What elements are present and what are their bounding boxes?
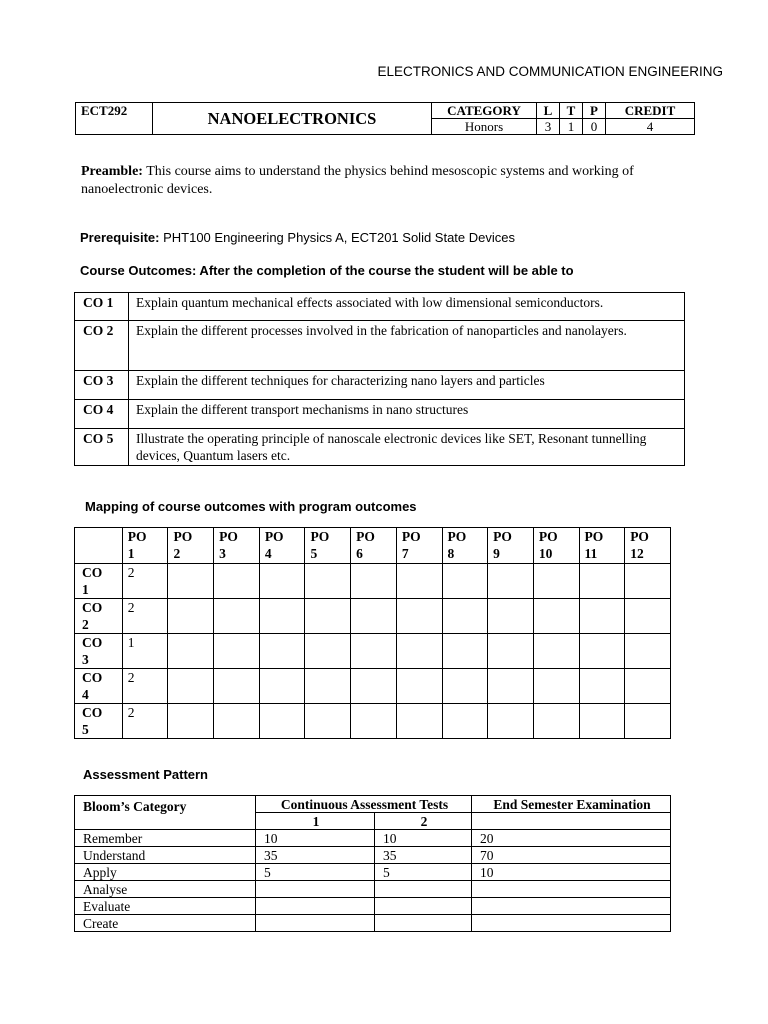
co-label-prefix: CO [82,635,103,650]
mapping-co-label [75,634,123,669]
mapping-cell [259,704,305,739]
mapping-cell [533,669,579,704]
co-label-number: 1 [82,582,89,597]
end-semester-value [472,898,671,915]
mapping-cell [351,704,397,739]
po-header-number: 10 [538,546,553,561]
co-row [75,293,685,321]
po-header-prefix: PO [356,529,375,544]
course-outcomes-table [74,292,685,466]
mapping-cell [168,564,214,599]
po-header [396,528,442,564]
co-label-prefix: CO [82,670,103,685]
co-label-number: 5 [82,722,89,737]
prerequisite-text: PHT100 Engineering Physics A, ECT201 Solid State Devices [159,230,515,245]
po-header-number: 2 [173,546,181,561]
mapping-row [75,704,671,739]
mapping-cell [259,634,305,669]
mapping-cell [168,599,214,634]
co-id: CO 2 [75,321,129,371]
mapping-cell [214,669,260,704]
mapping-cell [442,704,488,739]
po-header-prefix: PO [401,529,421,544]
mapping-cell [488,634,534,669]
mapping-cell [625,634,671,669]
mapping-cell: 2 [122,599,168,634]
po-header-number: 6 [356,546,363,561]
mapping-cell [625,564,671,599]
test-2-value: 5 [375,864,472,881]
mapping-cell [259,669,305,704]
po-header-prefix: PO [584,529,604,544]
mapping-cell [351,669,397,704]
co-row [75,429,685,466]
assessment-row [75,915,671,932]
co-row [75,371,685,400]
po-header-number: 11 [584,546,598,561]
test-1-value: 10 [256,830,375,847]
corner-cell [75,528,123,564]
bloom-level: Analyse [75,881,256,898]
mapping-cell [305,564,351,599]
po-header-prefix: PO [219,529,238,544]
course-code: ECT292 [76,103,153,135]
mapping-cell [305,704,351,739]
po-header-prefix: PO [447,529,467,544]
mapping-cell [533,704,579,739]
assessment-title: Assessment Pattern [83,767,208,782]
po-header [625,528,671,564]
end-semester-value: 10 [472,864,671,881]
mapping-cell [533,564,579,599]
mapping-cell: 2 [122,669,168,704]
mapping-cell [168,634,214,669]
co-id: CO 3 [75,371,129,400]
assessment-row [75,881,671,898]
test-2-value [375,898,472,915]
mapping-cell: 2 [122,564,168,599]
mapping-title: Mapping of course outcomes with program outcomes [85,499,417,514]
prerequisite [80,230,515,245]
mapping-cell [625,704,671,739]
po-header [214,528,260,564]
mapping-cell [579,599,625,634]
mapping-cell [351,564,397,599]
l-value: 3 [537,119,560,135]
co-label-prefix: CO [82,705,103,720]
po-header-number: 3 [219,546,226,561]
assessment-row [75,830,671,847]
mapping-cell [214,564,260,599]
credit-value: 4 [606,119,695,135]
mapping-cell [214,599,260,634]
co-text: Explain the different processes involved in the fabrication of nanoparticles and nanolayers. [129,321,685,371]
mapping-cell [488,669,534,704]
mapping-cell [579,704,625,739]
co-text: Explain the different transport mechanisms in nano structures [129,400,685,429]
co-label-prefix: CO [82,600,103,615]
po-header-prefix: PO [127,529,147,544]
po-header-prefix: PO [493,529,512,544]
prerequisite-label: Prerequisite: [80,230,160,245]
end-semester-value [472,881,671,898]
bloom-level: Remember [75,830,256,847]
po-header [579,528,625,564]
t-value: 1 [560,119,583,135]
mapping-cell: 1 [122,634,168,669]
bloom-level: Understand [75,847,256,864]
mapping-co-label [75,704,123,739]
mapping-cell [305,669,351,704]
mapping-row [75,564,671,599]
mapping-cell [214,634,260,669]
course-header-table [75,102,695,135]
co-text: Explain the different techniques for characterizing nano layers and particles [129,371,685,400]
t-label: T [560,103,583,119]
mapping-cell [579,564,625,599]
po-header-number: 1 [127,546,135,561]
mapping-cell [533,634,579,669]
po-header [488,528,534,564]
assessment-row [75,864,671,881]
po-header [168,528,214,564]
test-1-value [256,881,375,898]
po-header [122,528,168,564]
mapping-cell [442,634,488,669]
end-semester-value: 20 [472,830,671,847]
test-2-value [375,915,472,932]
test-2-value [375,881,472,898]
po-header-number: 4 [264,546,272,561]
po-header-prefix: PO [630,529,649,544]
p-value: 0 [583,119,606,135]
mapping-cell [396,564,442,599]
l-label: L [537,103,560,119]
po-header [259,528,305,564]
mapping-co-label [75,599,123,634]
co-row [75,321,685,371]
po-header-prefix: PO [264,529,284,544]
mapping-cell [168,704,214,739]
mapping-cell [168,669,214,704]
po-header-prefix: PO [310,529,330,544]
co-id: CO 1 [75,293,129,321]
mapping-cell [396,669,442,704]
mapping-cell [488,564,534,599]
test-2-header: 2 [375,813,472,830]
co-text: Illustrate the operating principle of nanoscale electronic devices like SET, Resonant tunnelling devices, Quantum lasers etc. [129,429,685,466]
assessment-table [74,795,671,932]
co-label-number: 3 [82,652,89,667]
bloom-level: Evaluate [75,898,256,915]
preamble-label: Preamble: [81,164,143,179]
assessment-header-row [75,796,671,813]
mapping-cell [305,599,351,634]
mapping-cell [488,599,534,634]
preamble-text: This course aims to understand the physics behind mesoscopic systems and working of nanoelectronic devices. [81,164,634,197]
test-1-value: 35 [256,847,375,864]
mapping-cell [259,564,305,599]
mapping-cell [442,564,488,599]
continuous-assessment-header: Continuous Assessment Tests [256,796,472,813]
mapping-cell [259,599,305,634]
credit-label: CREDIT [606,103,695,119]
mapping-cell [442,669,488,704]
department-header: ELECTRONICS AND COMMUNICATION ENGINEERING [377,64,723,79]
p-label: P [583,103,606,119]
co-id: CO 5 [75,429,129,466]
po-header-prefix: PO [173,529,193,544]
end-semester-subheader [472,813,671,830]
mapping-cell [625,599,671,634]
mapping-cell [305,634,351,669]
po-header [351,528,397,564]
test-1-header: 1 [256,813,375,830]
mapping-cell [442,599,488,634]
blooms-category-header: Bloom’s Category [75,796,256,830]
mapping-cell [579,669,625,704]
bloom-level: Apply [75,864,256,881]
co-po-mapping-table [74,527,671,739]
mapping-cell: 2 [122,704,168,739]
test-1-value: 5 [256,864,375,881]
preamble [81,163,691,199]
mapping-cell [396,704,442,739]
end-semester-value [472,915,671,932]
test-1-value [256,898,375,915]
po-header-number: 5 [310,546,318,561]
category-label: CATEGORY [432,103,537,119]
po-header [305,528,351,564]
co-label-prefix: CO [82,565,103,580]
mapping-row [75,599,671,634]
po-header-prefix: PO [538,529,558,544]
test-2-value: 10 [375,830,472,847]
co-id: CO 4 [75,400,129,429]
mapping-co-label [75,564,123,599]
mapping-cell [625,669,671,704]
po-header-number: 9 [493,546,500,561]
end-semester-value: 70 [472,847,671,864]
course-outcomes-heading: Course Outcomes: After the completion of the course the student will be able to [80,263,574,278]
co-label-number: 2 [82,617,89,632]
mapping-cell [351,634,397,669]
mapping-row [75,669,671,704]
mapping-cell [579,634,625,669]
mapping-cell [488,704,534,739]
mapping-cell [351,599,397,634]
test-1-value [256,915,375,932]
po-header-row [75,528,671,564]
assessment-row [75,847,671,864]
mapping-cell [396,599,442,634]
mapping-row [75,634,671,669]
co-text: Explain quantum mechanical effects associated with low dimensional semiconductors. [129,293,685,321]
end-semester-header: End Semester Examination [472,796,671,813]
mapping-co-label [75,669,123,704]
mapping-cell [396,634,442,669]
po-header [442,528,488,564]
po-header [533,528,579,564]
test-2-value: 35 [375,847,472,864]
category-value: Honors [432,119,537,135]
course-title: NANOELECTRONICS [153,103,432,135]
mapping-cell [533,599,579,634]
po-header-number: 12 [630,546,644,561]
co-row [75,400,685,429]
po-header-number: 7 [401,546,409,561]
bloom-level: Create [75,915,256,932]
mapping-cell [214,704,260,739]
assessment-row [75,898,671,915]
po-header-number: 8 [447,546,455,561]
co-label-number: 4 [82,687,89,702]
